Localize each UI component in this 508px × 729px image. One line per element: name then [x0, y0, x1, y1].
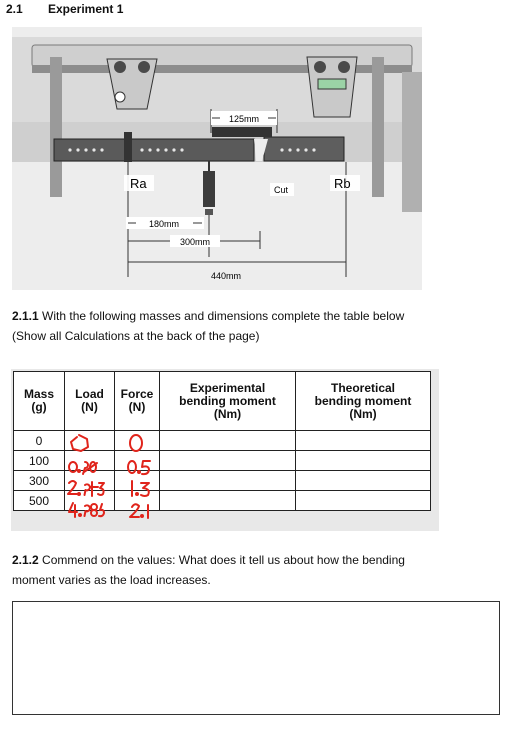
force-cell[interactable] [115, 451, 160, 471]
section-title: Experiment 1 [48, 2, 124, 16]
theoretical-cell[interactable] [296, 491, 431, 511]
table-row [14, 471, 431, 491]
force-cell[interactable] [115, 431, 160, 451]
table-row [14, 491, 431, 511]
table-row [14, 451, 431, 471]
question-2-1-1-note: (Show all Calculations at the back of the page) [12, 329, 260, 343]
question-2-1-1 [12, 307, 404, 325]
mass-cell: 100 [14, 451, 65, 471]
question-2-1-2-text-cont: moment varies as the load increases. [12, 573, 211, 587]
question-2-1-1-text: With the following masses and dimensions complete the table below [42, 309, 405, 323]
answer-box[interactable] [12, 601, 500, 715]
load-cell[interactable] [65, 471, 115, 491]
col-experimental: Experimental bending moment (Nm) [160, 372, 296, 431]
col-mass: Mass (g) [14, 372, 65, 431]
experimental-cell[interactable] [160, 431, 296, 451]
results-table-wrap [11, 369, 439, 531]
experimental-cell[interactable] [160, 471, 296, 491]
col-load: Load (N) [65, 372, 115, 431]
mass-cell: 500 [14, 491, 65, 511]
question-2-1-2-number: 2.1.2 [12, 553, 39, 567]
load-cell[interactable] [65, 451, 115, 471]
apparatus-photo [12, 27, 422, 290]
dim-440mm-label: 440mm [210, 271, 242, 281]
ra-label: Ra [130, 176, 147, 191]
experimental-cell[interactable] [160, 491, 296, 511]
force-cell[interactable] [115, 491, 160, 511]
load-cell[interactable] [65, 431, 115, 451]
experimental-cell[interactable] [160, 451, 296, 471]
cut-label: Cut [274, 185, 289, 195]
col-force: Force (N) [115, 372, 160, 431]
theoretical-cell[interactable] [296, 471, 431, 491]
force-cell[interactable] [115, 471, 160, 491]
dim-125mm-label: 125mm [228, 114, 260, 124]
question-2-1-1-number: 2.1.1 [12, 309, 39, 323]
theoretical-cell[interactable] [296, 431, 431, 451]
mass-cell: 0 [14, 431, 65, 451]
results-table [13, 371, 431, 511]
col-theoretical: Theoretical bending moment (Nm) [296, 372, 431, 431]
table-header-row [14, 372, 431, 431]
dim-300mm-label: 300mm [179, 237, 211, 247]
load-cell[interactable] [65, 491, 115, 511]
mass-cell: 300 [14, 471, 65, 491]
apparatus-diagram [12, 27, 422, 290]
section-number: 2.1 [6, 2, 23, 16]
theoretical-cell[interactable] [296, 451, 431, 471]
question-2-1-2-text: Commend on the values: What does it tell us about how the bending [42, 553, 405, 567]
rb-label: Rb [334, 176, 351, 191]
table-row [14, 431, 431, 451]
question-2-1-2 [12, 551, 405, 569]
dim-180mm-label: 180mm [148, 219, 180, 229]
